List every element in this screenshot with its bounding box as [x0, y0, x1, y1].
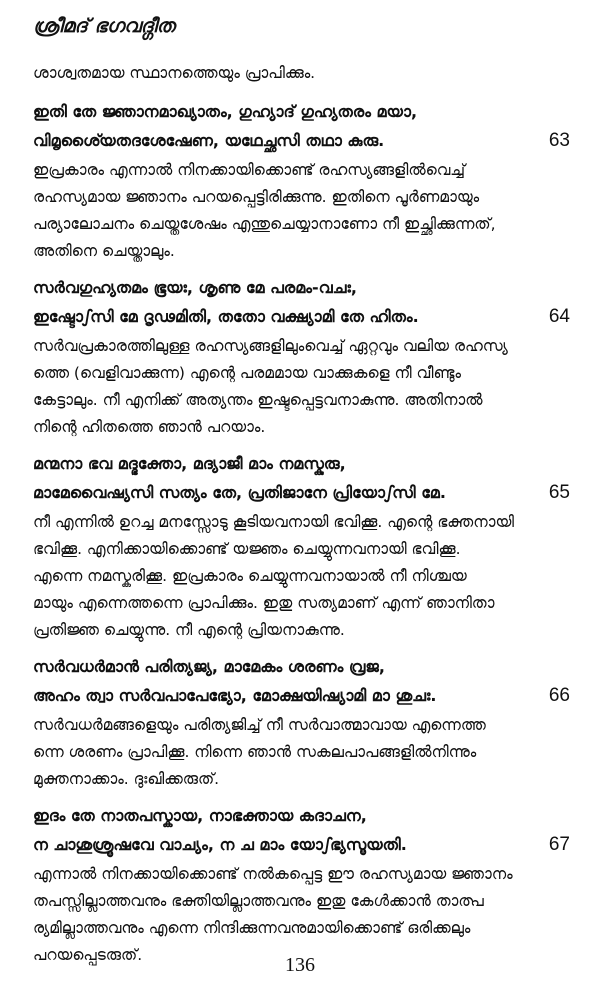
- translation-line: സർവധർമങ്ങളെയും പരിത്യജിച്ച് നീ സർവാത്മാവായ എന്നെത്ത: [33, 716, 486, 734]
- translation-paragraph: [33, 861, 570, 969]
- sanskrit-verse-line: [33, 97, 570, 126]
- verse-number: 64: [548, 306, 570, 327]
- sanskrit-verse-line: [33, 126, 570, 155]
- verse-block: [33, 801, 570, 969]
- verse-line-text: ഇതി തേ ജ്ഞാനമാഖ്യാതം, ഗുഹ്യാദ് ഗുഹ്യതരം മയാ,: [33, 102, 418, 121]
- translation-line: കേട്ടാലും. നീ എനിക്ക് അത്യന്തം ഇഷ്ടപ്പെട്ടവനാകുന്നു. അതിനാൽ: [33, 391, 483, 409]
- translation-paragraph: [33, 712, 570, 793]
- sanskrit-verse-line: [33, 801, 570, 830]
- sanskrit-verse-line: [33, 302, 570, 331]
- sanskrit-verse-line: [33, 478, 570, 507]
- translation-line: പര്യാലോചനം ചെയ്തശേഷം എന്തുചെയ്യാനാണോ നീ ഇച്ഛിക്കുന്നത്,: [33, 215, 496, 233]
- intro-line: ശാശ്വതമായ സ്ഥാനത്തെയും പ്രാപിക്കും.: [33, 64, 316, 82]
- sanskrit-verse-line: [33, 449, 570, 478]
- verse-number: 66: [548, 685, 570, 706]
- translation-paragraph: [33, 157, 570, 265]
- translation-line: മായും എന്നെത്തന്നെ പ്രാപിക്കും. ഇതു സത്യമാണ് എന്ന് ഞാനിതാ: [33, 594, 495, 612]
- translation-line: ത്തെ (വെളിവാക്കുന്ന) എന്റെ പരമമായ വാക്കുകളെ നീ വീണ്ടും: [33, 364, 462, 382]
- running-head: ശ്രീമദ് ഭഗവദ്ഗീത: [33, 15, 175, 37]
- translation-line: സർവപ്രകാരത്തിലുള്ള രഹസ്യങ്ങളിലുംവെച്ച് ഏറ്റവും വലിയ രഹസ്യ: [33, 337, 508, 355]
- verse-line-text: വിമൃശൈ്യതദശേഷേണ, യഥേച്ഛസി തഥാ കുരു.: [33, 131, 385, 150]
- verse-number: 67: [548, 834, 570, 855]
- verse-block: [33, 97, 570, 265]
- translation-line: ഇപ്രകാരം എന്നാൽ നിനക്കായിക്കൊണ്ട് രഹസ്യങ്ങളിൽവെച്ച്: [33, 161, 465, 179]
- verse-line-text: അഹം ത്വാ സർവപാപേഭ്യോ, മോക്ഷയിഷ്യാമി മാ ശുചഃ.: [33, 686, 437, 705]
- translation-line: ഭവിക്കൂ. എനിക്കായിക്കൊണ്ട് യജ്ഞം ചെയ്യുന്നവനായി ഭവിക്കൂ.: [33, 540, 461, 558]
- sanskrit-verse-line: [33, 830, 570, 859]
- translation-line: നീ എന്നിൽ ഉറച്ച മനസ്സോടു കൂടിയവനായി ഭവിക്കൂ. എന്റെ ഭക്തനായി: [33, 513, 515, 531]
- verse-line-text: ന ചാശുശ്രൂഷവേ വാച്യം, ന ച മാം യോഽഭ്യസൂയതി.: [33, 835, 407, 854]
- sanskrit-verse-line: [33, 681, 570, 710]
- translation-line: എന്നാൽ നിനക്കായിക്കൊണ്ട് നൽകപ്പെട്ട ഈ രഹസ്യമായ ജ്ഞാനം: [33, 865, 513, 883]
- translation-paragraph: [33, 509, 570, 644]
- verse-line-text: സർവധർമാൻ പരിത്യജ്യ, മാമേകം ശരണം വ്രജ,: [33, 657, 385, 676]
- verse-line-text: സർവഗുഹ്യതമം ഭൂയഃ, ശൃണു മേ പരമം-വചഃ,: [33, 278, 357, 297]
- translation-line: മുക്തനാക്കാം. ദുഃഖിക്കരുത്.: [33, 770, 220, 788]
- verse-number: 63: [548, 130, 570, 151]
- translation-line: ര്യമില്ലാത്തവനും എന്നെ നിന്ദിക്കുന്നവനുമായിക്കൊണ്ട് ഒരിക്കലും: [33, 919, 471, 937]
- translation-line: എന്നെ നമസ്കരിക്കൂ. ഇപ്രകാരം ചെയ്യുന്നവനായാൽ നീ നിശ്ചയ: [33, 567, 467, 585]
- translation-line: നിന്റെ ഹിതത്തെ ഞാൻ പറയാം.: [33, 418, 266, 436]
- verse-line-text: മാമേവൈഷ്യസി സത്യം തേ, പ്രതിജാനേ പ്രിയോഽസി മേ.: [33, 483, 446, 502]
- translation-line: പറയപ്പെടരുത്.: [33, 946, 143, 964]
- sanskrit-verse-line: [33, 273, 570, 302]
- translation-line: പ്രതിജ്ഞ ചെയ്യുന്നു. നീ എന്റെ പ്രിയനാകുന്നു.: [33, 621, 345, 639]
- verse-line-text: മന്മനാ ഭവ മദ്ഭക്തോ, മദ്യാജീ മാം നമസ്കുരു,: [33, 454, 346, 473]
- verse-block: [33, 652, 570, 793]
- translation-line: ന്നെ ശരണം പ്രാപിക്കൂ. നിന്നെ ഞാൻ സകലപാപങ്ങളിൽനിന്നും: [33, 743, 477, 761]
- verse-block: [33, 273, 570, 441]
- translation-line: രഹസ്യമായ ജ്ഞാനം പറയപ്പെട്ടിരിക്കുന്നു. ഇതിനെ പൂർണമായും: [33, 188, 480, 206]
- verse-line-text: ഇദം തേ നാതപസ്കായ, നാഭക്തായ കദാചന,: [33, 806, 367, 825]
- verse-number: 65: [548, 482, 570, 503]
- verse-line-text: ഇഷ്ടോഽസി മേ ദൃഢമിതി, തതോ വക്ഷ്യാമി തേ ഹിതം.: [33, 307, 419, 326]
- page-number: 136: [285, 954, 315, 976]
- verse-block: [33, 449, 570, 644]
- verse-list: [33, 97, 570, 969]
- translation-line: തപസ്സില്ലാത്തവനും ഭക്തിയില്ലാത്തവനും ഇതു കേൾക്കാൻ താത്പ: [33, 892, 484, 910]
- translation-line: അതിനെ ചെയ്താലും.: [33, 242, 175, 260]
- sanskrit-verse-line: [33, 652, 570, 681]
- translation-paragraph: [33, 333, 570, 441]
